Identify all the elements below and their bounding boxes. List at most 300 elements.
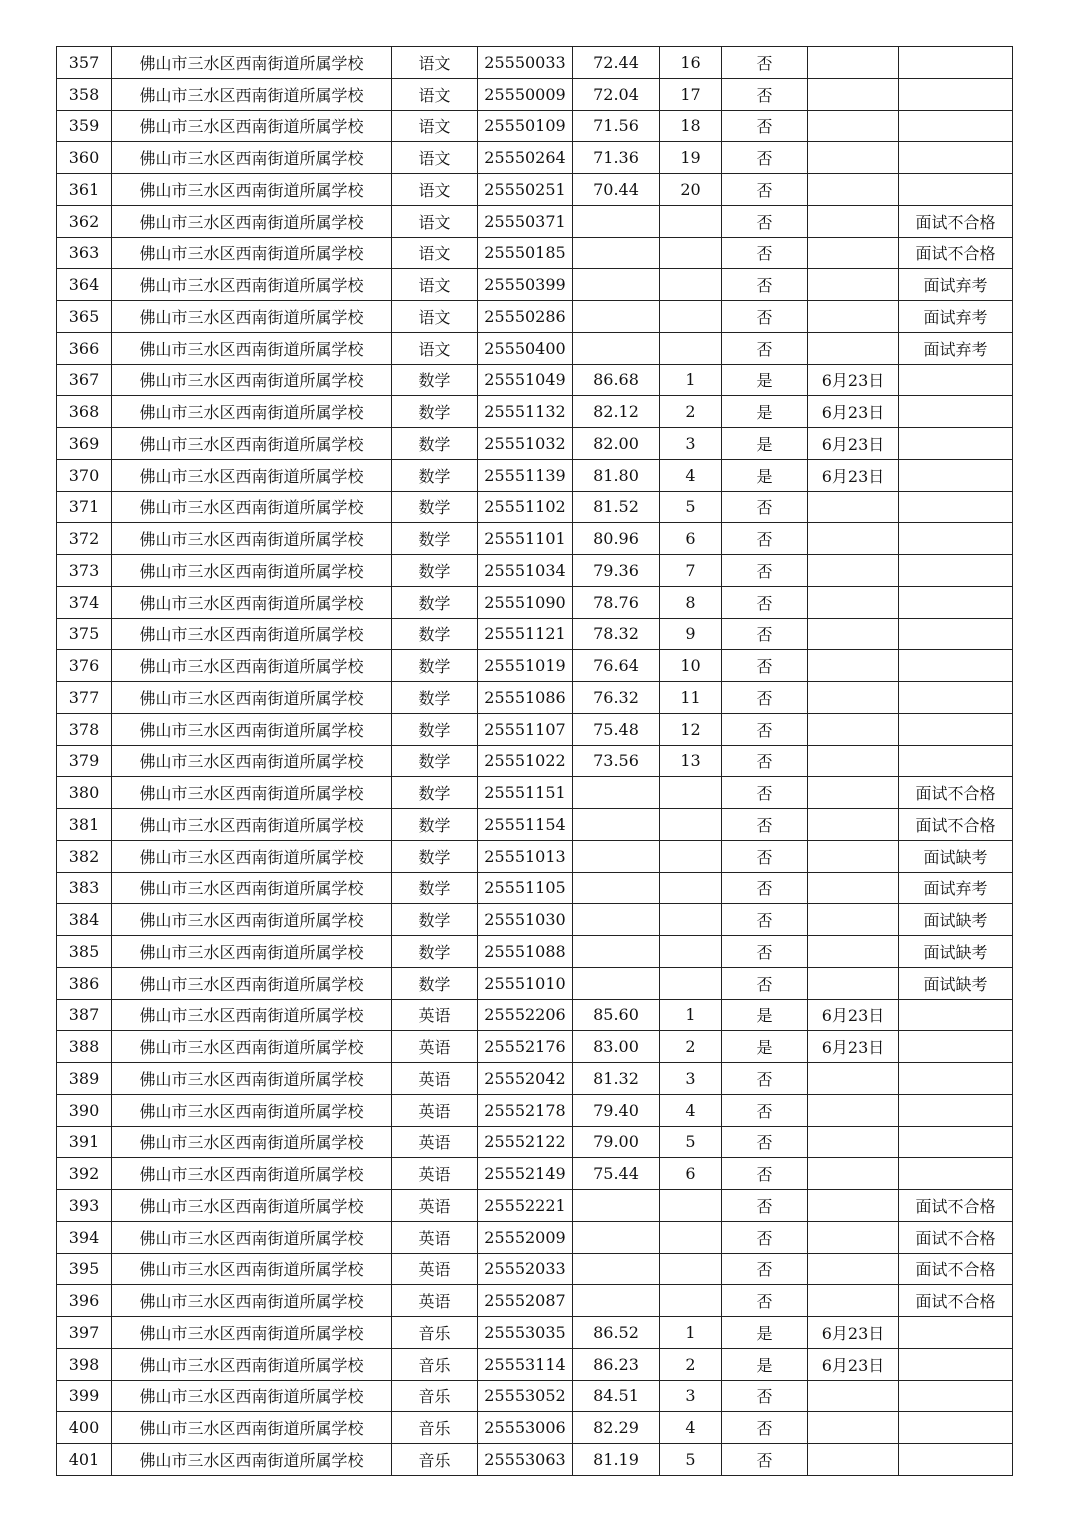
note-cell: 面试不合格 [899, 777, 1013, 809]
exam-id-cell: 25551032 [478, 428, 573, 460]
score-cell: 85.60 [573, 999, 660, 1031]
table-row [57, 459, 1013, 491]
score-cell [573, 936, 660, 968]
rank-cell: 5 [660, 1126, 722, 1158]
shortlisted-cell: 是 [722, 364, 808, 396]
table-row [57, 269, 1013, 301]
subject-cell: 数学 [392, 809, 478, 841]
score-cell: 86.68 [573, 364, 660, 396]
score-cell: 84.51 [573, 1380, 660, 1412]
school-cell: 佛山市三水区西南街道所属学校 [112, 1094, 392, 1126]
rank-cell: 9 [660, 618, 722, 650]
school-cell: 佛山市三水区西南街道所属学校 [112, 428, 392, 460]
shortlisted-cell: 否 [722, 301, 808, 333]
shortlisted-cell: 否 [722, 47, 808, 79]
table-row [57, 110, 1013, 142]
table-row [57, 332, 1013, 364]
rank-cell [660, 1253, 722, 1285]
note-cell [899, 174, 1013, 206]
subject-cell: 数学 [392, 904, 478, 936]
note-cell [899, 110, 1013, 142]
table-row [57, 396, 1013, 428]
shortlisted-cell: 否 [722, 110, 808, 142]
subject-cell: 音乐 [392, 1444, 478, 1476]
score-cell [573, 872, 660, 904]
score-cell: 78.76 [573, 586, 660, 618]
school-cell: 佛山市三水区西南街道所属学校 [112, 301, 392, 333]
subject-cell: 语文 [392, 110, 478, 142]
date-cell: 6月23日 [808, 459, 899, 491]
exam-id-cell: 25550033 [478, 47, 573, 79]
note-cell [899, 396, 1013, 428]
score-cell: 78.32 [573, 618, 660, 650]
note-cell [899, 428, 1013, 460]
shortlisted-cell: 否 [722, 586, 808, 618]
rank-cell: 1 [660, 1317, 722, 1349]
subject-cell: 语文 [392, 301, 478, 333]
table-row [57, 174, 1013, 206]
school-cell: 佛山市三水区西南街道所属学校 [112, 777, 392, 809]
date-cell [808, 1126, 899, 1158]
school-cell: 佛山市三水区西南街道所属学校 [112, 1348, 392, 1380]
note-cell [899, 1063, 1013, 1095]
table-row [57, 301, 1013, 333]
subject-cell: 英语 [392, 1221, 478, 1253]
table-row [57, 586, 1013, 618]
score-cell: 79.40 [573, 1094, 660, 1126]
subject-cell: 音乐 [392, 1380, 478, 1412]
table-row [57, 237, 1013, 269]
exam-id-cell: 25551090 [478, 586, 573, 618]
seq-cell: 371 [57, 491, 112, 523]
exam-id-cell: 25551019 [478, 650, 573, 682]
note-cell: 面试不合格 [899, 809, 1013, 841]
rank-cell [660, 1221, 722, 1253]
table-row [57, 142, 1013, 174]
date-cell [808, 110, 899, 142]
seq-cell: 380 [57, 777, 112, 809]
school-cell: 佛山市三水区西南街道所属学校 [112, 936, 392, 968]
shortlisted-cell: 否 [722, 1063, 808, 1095]
rank-cell: 12 [660, 713, 722, 745]
school-cell: 佛山市三水区西南街道所属学校 [112, 110, 392, 142]
seq-cell: 377 [57, 682, 112, 714]
exam-id-cell: 25551107 [478, 713, 573, 745]
score-cell: 72.44 [573, 47, 660, 79]
exam-id-cell: 25551013 [478, 840, 573, 872]
rank-cell: 2 [660, 1348, 722, 1380]
rank-cell: 5 [660, 491, 722, 523]
date-cell [808, 809, 899, 841]
score-cell [573, 1253, 660, 1285]
school-cell: 佛山市三水区西南街道所属学校 [112, 1380, 392, 1412]
rank-cell [660, 1285, 722, 1317]
subject-cell: 英语 [392, 1285, 478, 1317]
score-cell [573, 205, 660, 237]
rank-cell [660, 301, 722, 333]
exam-id-cell: 25551102 [478, 491, 573, 523]
table-row [57, 840, 1013, 872]
note-cell [899, 999, 1013, 1031]
score-cell [573, 332, 660, 364]
exam-id-cell: 25550185 [478, 237, 573, 269]
score-cell: 81.19 [573, 1444, 660, 1476]
subject-cell: 语文 [392, 269, 478, 301]
score-cell [573, 840, 660, 872]
exam-id-cell: 25550286 [478, 301, 573, 333]
table-row [57, 936, 1013, 968]
exam-id-cell: 25553052 [478, 1380, 573, 1412]
school-cell: 佛山市三水区西南街道所属学校 [112, 745, 392, 777]
date-cell [808, 713, 899, 745]
seq-cell: 399 [57, 1380, 112, 1412]
seq-cell: 361 [57, 174, 112, 206]
score-cell: 82.00 [573, 428, 660, 460]
note-cell [899, 713, 1013, 745]
shortlisted-cell: 否 [722, 523, 808, 555]
seq-cell: 357 [57, 47, 112, 79]
school-cell: 佛山市三水区西南街道所属学校 [112, 1031, 392, 1063]
score-cell: 76.64 [573, 650, 660, 682]
seq-cell: 390 [57, 1094, 112, 1126]
table-row [57, 555, 1013, 587]
note-cell: 面试弃考 [899, 301, 1013, 333]
exam-id-cell: 25553035 [478, 1317, 573, 1349]
date-cell [808, 840, 899, 872]
shortlisted-cell: 是 [722, 1348, 808, 1380]
rank-cell: 3 [660, 1063, 722, 1095]
school-cell: 佛山市三水区西南街道所属学校 [112, 872, 392, 904]
score-cell [573, 967, 660, 999]
note-cell [899, 1031, 1013, 1063]
subject-cell: 数学 [392, 936, 478, 968]
school-cell: 佛山市三水区西南街道所属学校 [112, 47, 392, 79]
date-cell [808, 78, 899, 110]
rank-cell: 10 [660, 650, 722, 682]
shortlisted-cell: 否 [722, 1285, 808, 1317]
seq-cell: 400 [57, 1412, 112, 1444]
shortlisted-cell: 否 [722, 174, 808, 206]
school-cell: 佛山市三水区西南街道所属学校 [112, 650, 392, 682]
seq-cell: 386 [57, 967, 112, 999]
shortlisted-cell: 否 [722, 618, 808, 650]
note-cell [899, 1126, 1013, 1158]
school-cell: 佛山市三水区西南街道所属学校 [112, 1412, 392, 1444]
note-cell [899, 1317, 1013, 1349]
table-row [57, 650, 1013, 682]
subject-cell: 语文 [392, 205, 478, 237]
exam-id-cell: 25550109 [478, 110, 573, 142]
school-cell: 佛山市三水区西南街道所属学校 [112, 555, 392, 587]
shortlisted-cell: 否 [722, 1126, 808, 1158]
date-cell [808, 967, 899, 999]
rank-cell [660, 777, 722, 809]
seq-cell: 366 [57, 332, 112, 364]
rank-cell [660, 809, 722, 841]
exam-id-cell: 25552009 [478, 1221, 573, 1253]
school-cell: 佛山市三水区西南街道所属学校 [112, 999, 392, 1031]
subject-cell: 数学 [392, 555, 478, 587]
seq-cell: 384 [57, 904, 112, 936]
seq-cell: 383 [57, 872, 112, 904]
score-cell: 75.48 [573, 713, 660, 745]
subject-cell: 数学 [392, 428, 478, 460]
seq-cell: 364 [57, 269, 112, 301]
subject-cell: 音乐 [392, 1317, 478, 1349]
score-cell: 81.80 [573, 459, 660, 491]
note-cell: 面试缺考 [899, 936, 1013, 968]
score-cell [573, 1285, 660, 1317]
exam-id-cell: 25550399 [478, 269, 573, 301]
score-cell [573, 809, 660, 841]
school-cell: 佛山市三水区西南街道所属学校 [112, 1063, 392, 1095]
table-row [57, 1221, 1013, 1253]
table-row [57, 1190, 1013, 1222]
seq-cell: 391 [57, 1126, 112, 1158]
note-cell [899, 364, 1013, 396]
rank-cell: 19 [660, 142, 722, 174]
subject-cell: 数学 [392, 777, 478, 809]
school-cell: 佛山市三水区西南街道所属学校 [112, 78, 392, 110]
note-cell: 面试不合格 [899, 1221, 1013, 1253]
seq-cell: 395 [57, 1253, 112, 1285]
note-cell [899, 682, 1013, 714]
exam-id-cell: 25551121 [478, 618, 573, 650]
date-cell [808, 174, 899, 206]
table-row [57, 78, 1013, 110]
date-cell: 6月23日 [808, 999, 899, 1031]
subject-cell: 英语 [392, 1190, 478, 1222]
score-cell: 71.36 [573, 142, 660, 174]
note-cell [899, 1380, 1013, 1412]
shortlisted-cell: 否 [722, 78, 808, 110]
seq-cell: 362 [57, 205, 112, 237]
rank-cell: 7 [660, 555, 722, 587]
shortlisted-cell: 否 [722, 1444, 808, 1476]
results-table [56, 46, 1013, 1476]
school-cell: 佛山市三水区西南街道所属学校 [112, 840, 392, 872]
table-row [57, 1063, 1013, 1095]
shortlisted-cell: 否 [722, 1253, 808, 1285]
school-cell: 佛山市三水区西南街道所属学校 [112, 1190, 392, 1222]
score-cell: 79.36 [573, 555, 660, 587]
shortlisted-cell: 否 [722, 269, 808, 301]
exam-id-cell: 25552206 [478, 999, 573, 1031]
shortlisted-cell: 是 [722, 1031, 808, 1063]
rank-cell [660, 967, 722, 999]
school-cell: 佛山市三水区西南街道所属学校 [112, 269, 392, 301]
shortlisted-cell: 否 [722, 682, 808, 714]
school-cell: 佛山市三水区西南街道所属学校 [112, 205, 392, 237]
rank-cell: 3 [660, 1380, 722, 1412]
seq-cell: 393 [57, 1190, 112, 1222]
date-cell: 6月23日 [808, 364, 899, 396]
exam-id-cell: 25551088 [478, 936, 573, 968]
subject-cell: 英语 [392, 999, 478, 1031]
exam-id-cell: 25552033 [478, 1253, 573, 1285]
date-cell: 6月23日 [808, 396, 899, 428]
exam-id-cell: 25552178 [478, 1094, 573, 1126]
date-cell: 6月23日 [808, 1348, 899, 1380]
school-cell: 佛山市三水区西南街道所属学校 [112, 364, 392, 396]
exam-id-cell: 25552122 [478, 1126, 573, 1158]
rank-cell: 8 [660, 586, 722, 618]
seq-cell: 379 [57, 745, 112, 777]
score-cell: 72.04 [573, 78, 660, 110]
subject-cell: 数学 [392, 967, 478, 999]
subject-cell: 英语 [392, 1094, 478, 1126]
note-cell [899, 142, 1013, 174]
shortlisted-cell: 是 [722, 428, 808, 460]
subject-cell: 语文 [392, 174, 478, 206]
rank-cell: 20 [660, 174, 722, 206]
note-cell [899, 491, 1013, 523]
shortlisted-cell: 否 [722, 1412, 808, 1444]
date-cell [808, 1285, 899, 1317]
table-row [57, 967, 1013, 999]
date-cell [808, 745, 899, 777]
exam-id-cell: 25551022 [478, 745, 573, 777]
seq-cell: 376 [57, 650, 112, 682]
note-cell: 面试弃考 [899, 269, 1013, 301]
seq-cell: 367 [57, 364, 112, 396]
table-row [57, 809, 1013, 841]
subject-cell: 数学 [392, 618, 478, 650]
shortlisted-cell: 否 [722, 1158, 808, 1190]
school-cell: 佛山市三水区西南街道所属学校 [112, 1444, 392, 1476]
shortlisted-cell: 否 [722, 777, 808, 809]
rank-cell [660, 332, 722, 364]
seq-cell: 387 [57, 999, 112, 1031]
date-cell: 6月23日 [808, 428, 899, 460]
seq-cell: 358 [57, 78, 112, 110]
note-cell [899, 1412, 1013, 1444]
score-cell [573, 269, 660, 301]
school-cell: 佛山市三水区西南街道所属学校 [112, 1126, 392, 1158]
exam-id-cell: 25551030 [478, 904, 573, 936]
school-cell: 佛山市三水区西南街道所属学校 [112, 586, 392, 618]
shortlisted-cell: 否 [722, 1094, 808, 1126]
note-cell: 面试不合格 [899, 1190, 1013, 1222]
subject-cell: 数学 [392, 872, 478, 904]
shortlisted-cell: 否 [722, 332, 808, 364]
seq-cell: 363 [57, 237, 112, 269]
school-cell: 佛山市三水区西南街道所属学校 [112, 332, 392, 364]
date-cell [808, 1444, 899, 1476]
shortlisted-cell: 是 [722, 396, 808, 428]
rank-cell: 4 [660, 459, 722, 491]
shortlisted-cell: 否 [722, 967, 808, 999]
seq-cell: 394 [57, 1221, 112, 1253]
table-row [57, 1031, 1013, 1063]
score-cell: 76.32 [573, 682, 660, 714]
subject-cell: 音乐 [392, 1348, 478, 1380]
score-cell: 81.52 [573, 491, 660, 523]
table-row [57, 1380, 1013, 1412]
date-cell [808, 872, 899, 904]
seq-cell: 370 [57, 459, 112, 491]
shortlisted-cell: 是 [722, 459, 808, 491]
date-cell [808, 682, 899, 714]
seq-cell: 359 [57, 110, 112, 142]
date-cell [808, 904, 899, 936]
seq-cell: 365 [57, 301, 112, 333]
note-cell: 面试缺考 [899, 904, 1013, 936]
rank-cell [660, 904, 722, 936]
shortlisted-cell: 是 [722, 1317, 808, 1349]
date-cell [808, 1190, 899, 1222]
score-cell: 75.44 [573, 1158, 660, 1190]
note-cell [899, 745, 1013, 777]
rank-cell: 1 [660, 999, 722, 1031]
table-row [57, 713, 1013, 745]
rank-cell [660, 1190, 722, 1222]
seq-cell: 369 [57, 428, 112, 460]
school-cell: 佛山市三水区西南街道所属学校 [112, 713, 392, 745]
score-cell [573, 301, 660, 333]
exam-id-cell: 25552149 [478, 1158, 573, 1190]
seq-cell: 397 [57, 1317, 112, 1349]
table-row [57, 904, 1013, 936]
school-cell: 佛山市三水区西南街道所属学校 [112, 237, 392, 269]
rank-cell: 18 [660, 110, 722, 142]
date-cell [808, 650, 899, 682]
subject-cell: 数学 [392, 364, 478, 396]
table-row [57, 1285, 1013, 1317]
shortlisted-cell: 否 [722, 904, 808, 936]
exam-id-cell: 25550251 [478, 174, 573, 206]
table-row [57, 491, 1013, 523]
rank-cell [660, 936, 722, 968]
rank-cell: 1 [660, 364, 722, 396]
table-row [57, 777, 1013, 809]
table-row [57, 999, 1013, 1031]
score-cell: 70.44 [573, 174, 660, 206]
exam-id-cell: 25553114 [478, 1348, 573, 1380]
school-cell: 佛山市三水区西南街道所属学校 [112, 682, 392, 714]
shortlisted-cell: 否 [722, 237, 808, 269]
table-row [57, 428, 1013, 460]
school-cell: 佛山市三水区西南街道所属学校 [112, 174, 392, 206]
school-cell: 佛山市三水区西南街道所属学校 [112, 491, 392, 523]
school-cell: 佛山市三水区西南街道所属学校 [112, 1285, 392, 1317]
date-cell [808, 142, 899, 174]
date-cell [808, 555, 899, 587]
subject-cell: 英语 [392, 1063, 478, 1095]
table-row [57, 1412, 1013, 1444]
date-cell [808, 1094, 899, 1126]
date-cell [808, 47, 899, 79]
exam-id-cell: 25552176 [478, 1031, 573, 1063]
score-cell: 71.56 [573, 110, 660, 142]
note-cell [899, 523, 1013, 555]
rank-cell: 11 [660, 682, 722, 714]
date-cell [808, 1253, 899, 1285]
exam-id-cell: 25553006 [478, 1412, 573, 1444]
shortlisted-cell: 否 [722, 1221, 808, 1253]
subject-cell: 数学 [392, 396, 478, 428]
school-cell: 佛山市三水区西南街道所属学校 [112, 396, 392, 428]
table-row [57, 523, 1013, 555]
shortlisted-cell: 否 [722, 872, 808, 904]
score-cell [573, 237, 660, 269]
seq-cell: 396 [57, 1285, 112, 1317]
rank-cell: 6 [660, 523, 722, 555]
school-cell: 佛山市三水区西南街道所属学校 [112, 459, 392, 491]
table-row [57, 1317, 1013, 1349]
table-row [57, 618, 1013, 650]
date-cell [808, 332, 899, 364]
